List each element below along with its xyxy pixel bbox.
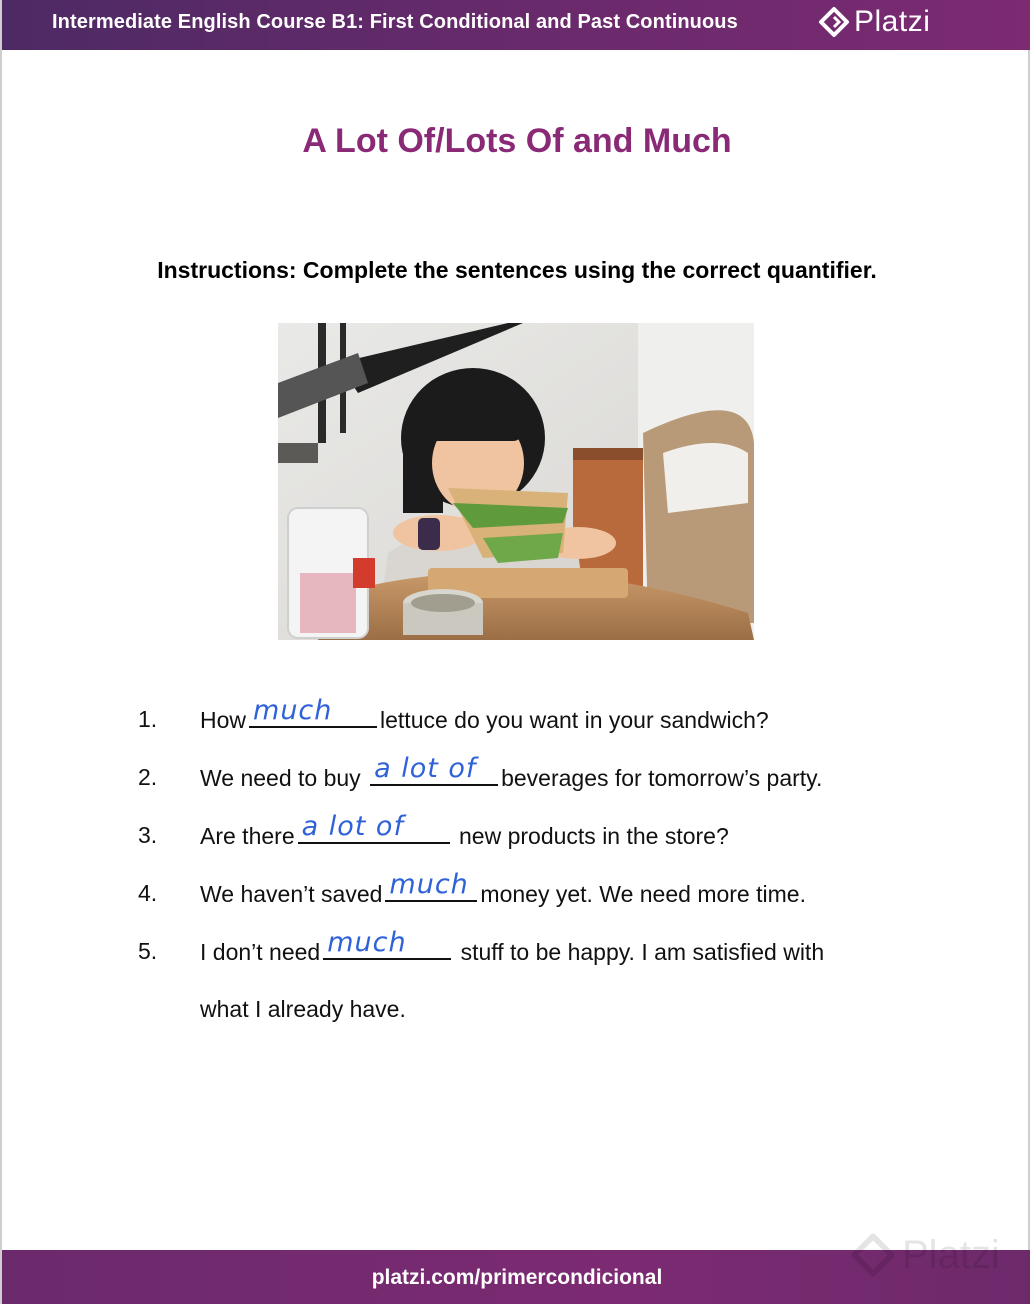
photo-girl-eating-sandwich — [278, 323, 754, 640]
sentence-start: Are there — [200, 823, 295, 849]
sentence-start: We need to buy — [200, 765, 361, 791]
sentence — [200, 869, 806, 908]
answer-blank[interactable] — [249, 695, 377, 728]
handwritten-answer: a lot of — [301, 811, 404, 842]
course-title: Intermediate English Course B1: First Conditional and Past Continuous — [52, 11, 738, 33]
sentence-start: How — [200, 707, 247, 733]
answer-blank[interactable] — [323, 927, 451, 960]
handwritten-answer: much — [389, 869, 469, 900]
footer-link[interactable]: platzi.com/primercondicional — [371, 1266, 663, 1289]
sentence-start: We haven’t saved — [200, 881, 383, 907]
item-number: 5. — [138, 938, 158, 964]
item-number: 1. — [138, 706, 158, 732]
handwritten-answer: a lot of — [374, 753, 477, 784]
header-bar — [2, 0, 1030, 50]
platzi-mark-icon — [850, 1232, 896, 1278]
sentence — [200, 695, 769, 734]
sentence — [200, 811, 729, 850]
platzi-mark-icon — [818, 6, 850, 38]
watermark-text: Platzi — [902, 1232, 1000, 1277]
page-title: A Lot Of/Lots Of and Much — [302, 122, 732, 160]
platzi-watermark — [850, 1232, 1000, 1278]
sentence — [200, 927, 825, 966]
instructions: Instructions: Complete the sentences using the correct quantifier. — [157, 257, 877, 283]
sentence — [200, 753, 823, 792]
sentence-continuation: what I already have. — [200, 996, 406, 1022]
handwritten-answer: much — [253, 695, 333, 726]
item-number: 3. — [138, 822, 158, 848]
answer-blank[interactable] — [385, 869, 477, 902]
sentence-end: lettuce do you want in your sandwich? — [380, 707, 769, 733]
platzi-logo — [818, 2, 930, 42]
item-number: 4. — [138, 880, 158, 906]
answer-blank[interactable] — [370, 753, 498, 786]
brand-name: Platzi — [854, 5, 931, 38]
item-number: 2. — [138, 764, 158, 790]
handwritten-answer: much — [327, 927, 407, 958]
sentence-start: I don’t need — [200, 939, 321, 965]
answer-blank[interactable] — [298, 811, 450, 844]
sentence-end: money yet. We need more time. — [480, 881, 806, 907]
sentence-end: new products in the store? — [459, 823, 729, 849]
sentence-end: stuff to be happy. I am satisfied with — [460, 939, 825, 965]
sentence-end: beverages for tomorrow’s party. — [501, 765, 823, 791]
